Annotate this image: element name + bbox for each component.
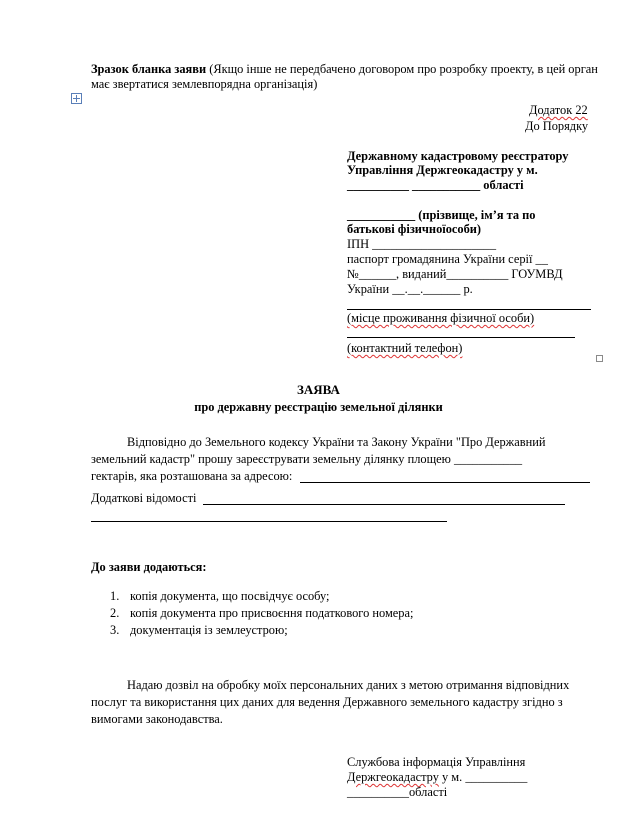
body-line1: Відповідно до Земельного кодексу України та Закону України "Про Державний bbox=[127, 435, 546, 449]
list-item: 3. документація із землеустрою; bbox=[110, 623, 288, 637]
applicant-passport: паспорт громадянина України серії __ bbox=[347, 252, 548, 266]
service-line3: __________області bbox=[347, 785, 448, 799]
document-title: ЗАЯВА bbox=[297, 382, 340, 397]
applicant-name-line2: батькові фізичноїособи) bbox=[347, 222, 482, 236]
service-line1: Службова інформація Управління bbox=[347, 755, 526, 769]
body-extra-label: Додаткові відомості bbox=[91, 491, 197, 505]
addressee-line3: __________ ___________ області bbox=[347, 178, 524, 192]
appendix-to-order: До Порядку bbox=[525, 119, 589, 133]
appendix-label: Додаток 22 bbox=[529, 103, 588, 117]
list-item: 2. копія документа про присвоєння податкового номера; bbox=[110, 606, 414, 620]
applicant-ipn: ІПН ____________________ bbox=[347, 237, 497, 251]
body-line3: гектарів, яка розташована за адресою: bbox=[91, 469, 293, 483]
intro-bold: Зразок бланка заяви bbox=[91, 62, 207, 76]
body-line2: земельний кадастр" прошу зареєструвати земельну ділянку площею ___________ bbox=[91, 452, 523, 466]
applicant-phone: (контактний телефон) bbox=[347, 341, 463, 355]
applicant-number-issued: №______, виданий__________ ГОУМВД bbox=[347, 267, 563, 281]
addressee-line1: Державному кадастровому реєстратору bbox=[347, 149, 569, 163]
address-rule bbox=[300, 482, 590, 483]
attachments-list bbox=[91, 588, 413, 639]
applicant-ukraine-date: України __.__.______ р. bbox=[347, 282, 473, 296]
attachments-heading: До заяви додаються: bbox=[91, 560, 207, 574]
document-subtitle: про державну реєстрацію земельної ділянки bbox=[194, 400, 443, 414]
applicant-name-line1: ___________ (прізвище, ім’я та по bbox=[347, 208, 536, 222]
phone-rule bbox=[347, 337, 575, 338]
consent-line3: вимогами законодавства. bbox=[91, 712, 223, 726]
consent-line2: послуг та використання цих даних для ведення Державного земельного кадастру згідно з bbox=[91, 695, 563, 709]
extra-rule-2 bbox=[91, 521, 447, 522]
list-item: 1. копія документа, що посвідчує особу; bbox=[110, 589, 330, 603]
intro-paragraph bbox=[91, 62, 601, 92]
table-move-anchor-icon[interactable] bbox=[71, 93, 82, 104]
addressee-line2: Управління Держгеокадастру у м. bbox=[347, 163, 538, 177]
applicant-residence: (місце проживання фізичної особи) bbox=[347, 311, 535, 325]
consent-line1: Надаю дозвіл на обробку моїх персональних даних з метою отримання відповідних bbox=[127, 678, 570, 692]
intro-rest: (Якщо інше не передбачено договором про розробку проекту, в цей орган має звертатися землевпорядна організація) bbox=[91, 62, 598, 91]
residence-rule bbox=[347, 309, 591, 310]
service-line2: Держгеокадастру у м. __________ bbox=[347, 770, 528, 784]
table-resize-handle-icon[interactable] bbox=[596, 355, 603, 362]
extra-rule-1 bbox=[203, 504, 565, 505]
